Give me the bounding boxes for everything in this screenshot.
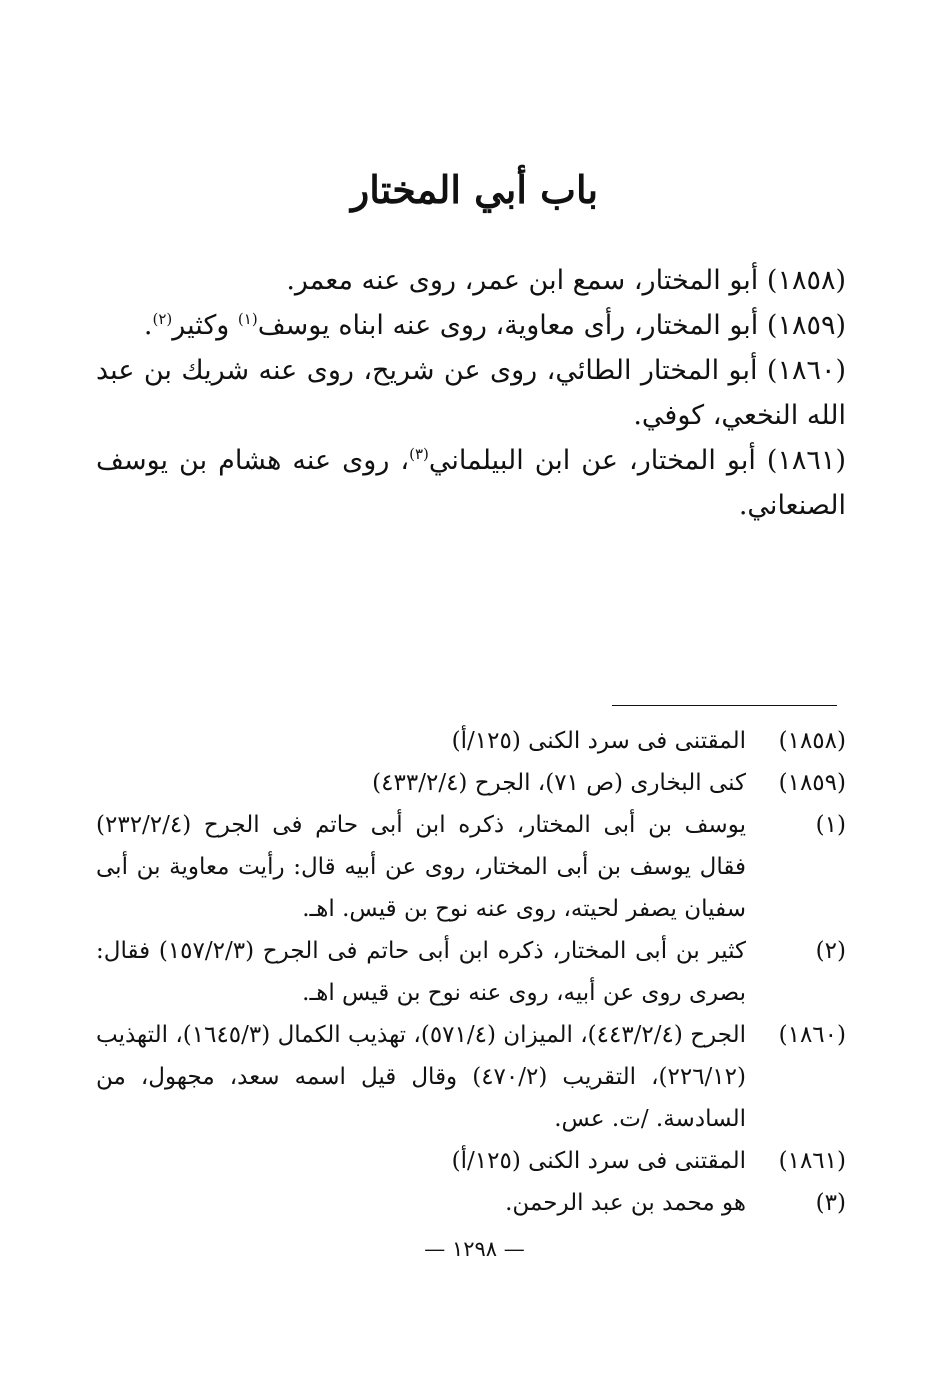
entry-number: (١٨٥٩) (766, 310, 846, 341)
footnote-text: المقتنى فى سرد الكنى (١٢٥/أ) (451, 728, 746, 754)
entry-text: أبو المختار الطائي، روى عن شريح، روى عنه شريك بن عبد الله النخعي، كوفي. (96, 355, 846, 431)
footnote-ref-2: (٢) (152, 310, 173, 328)
entry-text: أبو المختار، سمع ابن عمر، روى عنه معمر. (286, 265, 759, 296)
footnote-number: (١) (815, 812, 846, 838)
entry-number: (١٨٦٠) (766, 355, 846, 386)
chapter-title: باب أبي المختار (350, 167, 599, 212)
footnote-ref-1: (١) (237, 310, 258, 328)
footnote-text: كنى البخارى (ص ٧١)، الجرح (٤٣٣/٢/٤) (372, 770, 746, 796)
entry-1860 (96, 348, 846, 438)
footnote-1861 (96, 1140, 846, 1182)
page-number: — ١٢٩٨ — (424, 1237, 525, 1261)
footnote-3 (96, 1182, 846, 1224)
footnote-separator (612, 705, 837, 706)
footnote-1 (96, 804, 846, 930)
entry-1858 (96, 258, 846, 303)
footnote-1859 (96, 762, 846, 804)
footnote-text: هو محمد بن عبد الرحمن. (505, 1190, 746, 1216)
footnote-text: الجرح (٤٤٣/٢/٤)، الميزان (٥٧١/٤)، تهذيب الكمال (١٦٤٥/٣)، التهذيب (٢٢٦/١٢)، التقريب (٤٧٠/٢) وقال قيل اسمه سعد، مجهول، من السادسة. /ت. عس. (96, 1022, 746, 1132)
footnote-number: (٢) (815, 938, 846, 964)
entry-text: وكثير (172, 310, 238, 341)
entry-number: (١٨٦١) (766, 445, 846, 476)
entry-number: (١٨٥٨) (766, 265, 846, 296)
footnote-text: يوسف بن أبى المختار، ذكره ابن أبى حاتم فى الجرح (٢٣٢/٢/٤) فقال يوسف بن أبى المختار، روى عن أبيه قال: رأيت معاوية بن أبى سفيان يصفر لحيته، روى عنه نوح بن قيس. اهـ. (96, 812, 746, 922)
footnotes-list (96, 720, 846, 1224)
footnote-1860 (96, 1014, 846, 1140)
entry-1861 (96, 438, 846, 528)
footnote-number: (١٨٥٨) (778, 728, 846, 754)
entry-text: أبو المختار، رأى معاوية، روى عنه ابناه يوسف (257, 310, 759, 341)
entry-text: . (143, 310, 153, 341)
footnote-text: المقتنى فى سرد الكنى (١٢٥/أ) (451, 1148, 746, 1174)
entry-text: ، روى عنه هشام بن يوسف الصنعاني. (96, 445, 846, 521)
entries-list (96, 258, 846, 528)
footnote-1858 (96, 720, 846, 762)
footnote-2 (96, 930, 846, 1014)
entry-1859 (96, 303, 846, 348)
footnote-ref-3: (٣) (409, 445, 429, 463)
footnote-number: (١٨٦٠) (778, 1022, 846, 1048)
footnote-number: (٣) (815, 1190, 846, 1216)
footnote-number: (١٨٦١) (778, 1148, 846, 1174)
footnote-text: كثير بن أبى المختار، ذكره ابن أبى حاتم فى الجرح (١٥٧/٢/٣) فقال: بصرى روى عن أبيه، روى عنه نوح بن قيس اهـ. (96, 938, 746, 1006)
entry-text: أبو المختار، عن ابن البيلماني (428, 445, 756, 476)
footnote-number: (١٨٥٩) (778, 770, 846, 796)
